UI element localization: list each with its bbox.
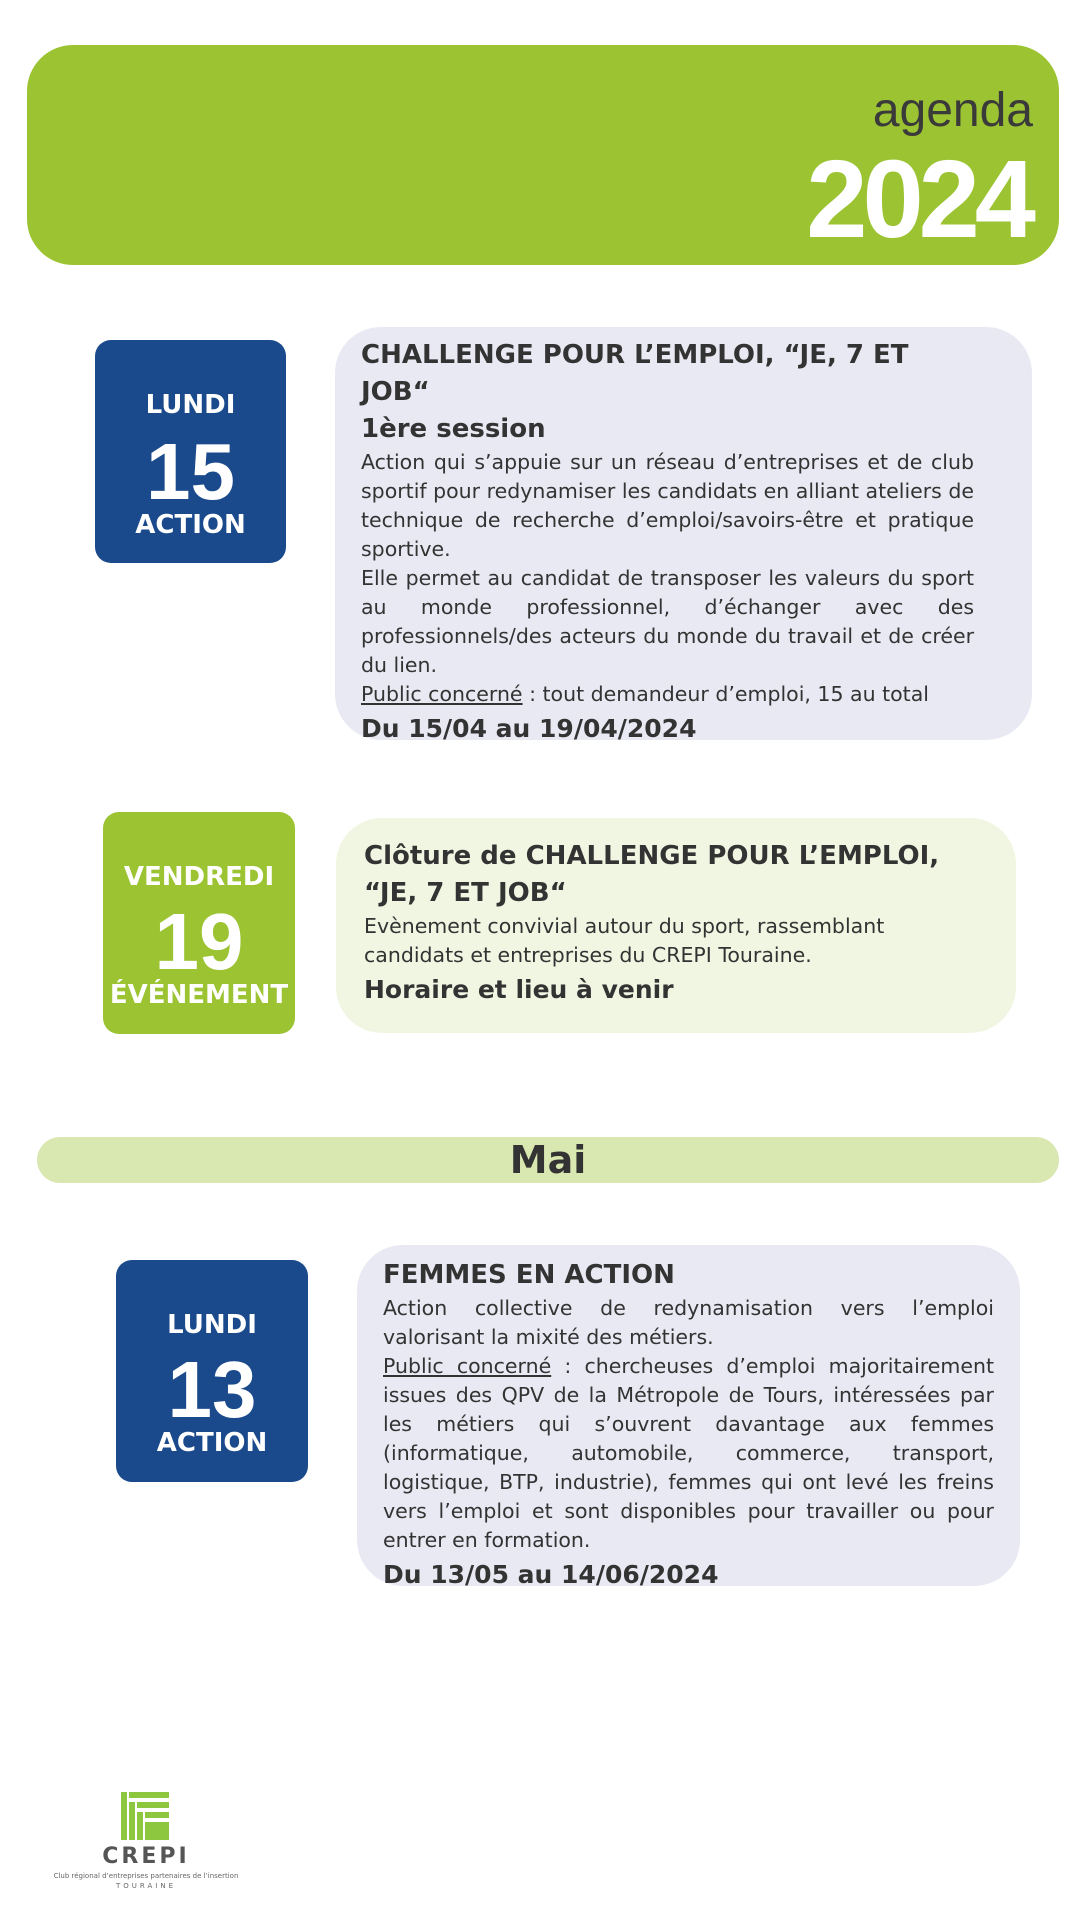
agenda-label: agenda [872,84,1033,137]
logo-tagline: Club régional d’entreprises partenaires de l’insertion [53,1872,239,1880]
event-dates: Horaire et lieu à venir [364,975,674,1004]
date-badge-19 [103,812,295,1034]
event-card-femmes [357,1245,1020,1589]
date-number: 15 [146,427,235,516]
event-dates: Du 13/05 au 14/06/2024 [383,1560,719,1589]
date-day: LUNDI [167,1310,257,1340]
year-label: 2024 [806,138,1031,261]
month-bar: Mai [37,1137,1059,1183]
event-dates: Du 15/04 au 19/04/2024 [361,714,697,743]
logo-region: TOURAINE [115,1882,176,1890]
event-description: Action qui s’appuie sur un réseau d’entreprises et de club sportif pour redynamiser les candidats en alliant ateliers de technique de recherche d’emploi/savoirs-être et pratique sportive. [361,450,975,561]
event-public [361,680,974,709]
public-text: : chercheuses d’emploi majoritairement issues des QPV de la Métropole de Tours, intéressées par les métiers qui s’ouvrent davantage aux femmes (informatique, automobile, commerce, transport, logistique, BTP, industrie), femmes qui ont levé les freins vers l’emploi et sont disponibles pour travailler ou pour entrer en formation. [383,1354,994,1552]
event-description: Action collective de redynamisation vers l’emploi valorisant la mixité des métiers. [383,1296,994,1349]
event-subtitle: 1ère session [361,414,546,444]
event-title: Clôture de CHALLENGE POUR L’EMPLOI, “JE, 7 ET JOB“ [364,841,940,908]
public-label: Public concerné [361,682,523,706]
event-public [383,1352,994,1555]
date-kind: ACTION [156,1428,268,1458]
event-card-cloture [336,818,1016,1033]
event-card-challenge [335,327,1032,743]
date-badge-15 [95,340,286,563]
date-kind: ACTION [135,510,246,540]
date-badge-13 [116,1260,308,1482]
date-kind: ÉVÉNEMENT [109,980,289,1010]
event-description-2: Elle permet au candidat de transposer les valeurs du sport au monde professionnel, d’échanger avec des professionnels/des acteurs du monde du travail et de créer du lien. [361,566,974,677]
date-day: LUNDI [145,390,236,420]
event-title: CHALLENGE POUR L’EMPLOI, “JE, 7 ET JOB“ [361,340,909,407]
event-description: Evènement convivial autour du sport, rassemblant candidats et entreprises du CREPI Touraine. [364,914,885,967]
event-title: FEMMES EN ACTION [383,1260,675,1290]
crepi-logo [53,1792,239,1892]
crepi-mark-icon [121,1792,171,1842]
date-number: 19 [154,897,244,986]
public-label: Public concerné [383,1354,552,1378]
header-banner [27,45,1059,265]
public-text: : tout demandeur d’emploi, 15 au total [522,682,929,706]
date-day: VENDREDI [123,862,275,892]
date-number: 13 [167,1345,257,1434]
logo-brand: CREPI [102,1844,190,1869]
